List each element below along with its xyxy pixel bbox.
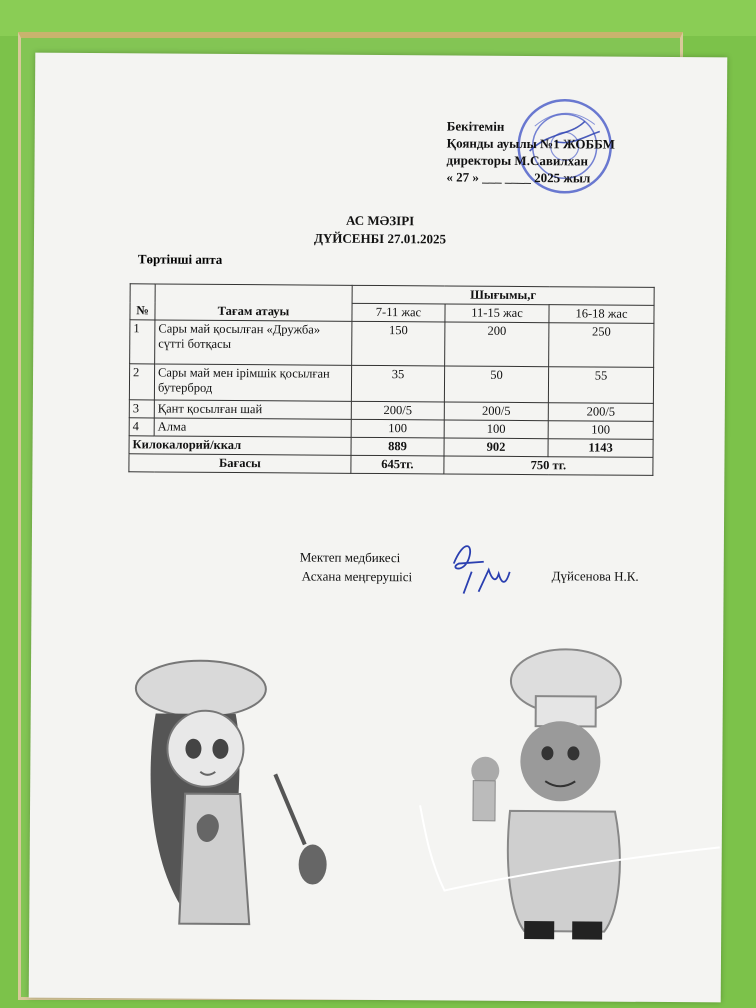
- signatory-name: Дүйсенова Н.К.: [551, 568, 639, 584]
- hanging-string: [414, 800, 725, 902]
- menu-table: [128, 283, 654, 476]
- dish-name: Сары май мен ірімшік қосылған бутерброд: [154, 364, 351, 401]
- approval-line-1: Бекітемін: [446, 118, 505, 134]
- portion-value: 200/5: [444, 402, 548, 421]
- portion-value: 250: [549, 323, 654, 368]
- dish-name: Сары май қосылған «Дружба» сүтті ботқасы: [155, 320, 352, 365]
- portion-value: 100: [444, 420, 548, 439]
- calories-label: Килокалорий/ккал: [129, 436, 351, 456]
- portion-value: 150: [352, 321, 445, 366]
- week-label: Төртінші апта: [137, 251, 223, 267]
- price-junior: 645тг.: [351, 455, 444, 474]
- approval-line-4: « 27 » ___ ____ 2025 жыл: [446, 169, 591, 186]
- price-label: Бағасы: [129, 454, 351, 474]
- approval-line-3: директоры М.Савилхан: [446, 152, 589, 169]
- age-header: 11-15 жас: [445, 304, 549, 323]
- nurse-label: Мектеп медбикесі: [299, 549, 401, 566]
- approval-block: [446, 117, 615, 186]
- handwritten-signature: [443, 533, 523, 604]
- portion-value: 100: [548, 421, 653, 440]
- dish-name: Қант қосылған шай: [154, 400, 351, 419]
- canteen-label: Асхана меңгерушісі: [301, 568, 413, 585]
- menu-date: ДҮЙСЕНБІ 27.01.2025: [313, 230, 447, 247]
- row-number: 2: [129, 364, 154, 400]
- row-number: 4: [129, 418, 154, 436]
- menu-sheet: [29, 53, 728, 1003]
- table-row: [129, 364, 653, 404]
- portion-value: 50: [444, 366, 548, 403]
- age-header: 7-11 жас: [352, 303, 445, 322]
- price-row: [129, 454, 653, 476]
- portion-value: 200/5: [548, 403, 653, 422]
- calories-value: 889: [351, 437, 444, 456]
- dish-name: Алма: [154, 418, 351, 437]
- price-senior: 750 тг.: [444, 456, 653, 475]
- portion-value: 200/5: [351, 401, 444, 420]
- calories-value: 1143: [548, 439, 653, 458]
- menu-title: АС МӘЗІРІ: [345, 212, 415, 229]
- col-no-header: №: [130, 284, 155, 320]
- col-output-header: Шығымы,г: [352, 285, 654, 305]
- portion-value: 200: [445, 322, 549, 367]
- row-number: 3: [129, 400, 154, 418]
- girl-chef-illustration: [124, 653, 336, 934]
- wall: [0, 0, 756, 36]
- age-header: 16-18 жас: [549, 305, 654, 324]
- portion-value: 35: [351, 365, 444, 402]
- calories-value: 902: [444, 438, 548, 457]
- table-row: [130, 320, 654, 368]
- col-name-header: Тағам атауы: [155, 284, 352, 321]
- portion-value: 100: [351, 419, 444, 438]
- row-number: 1: [130, 320, 155, 364]
- portion-value: 55: [548, 367, 653, 404]
- approval-line-2: Қоянды ауылы №1 ЖОББМ: [446, 135, 616, 152]
